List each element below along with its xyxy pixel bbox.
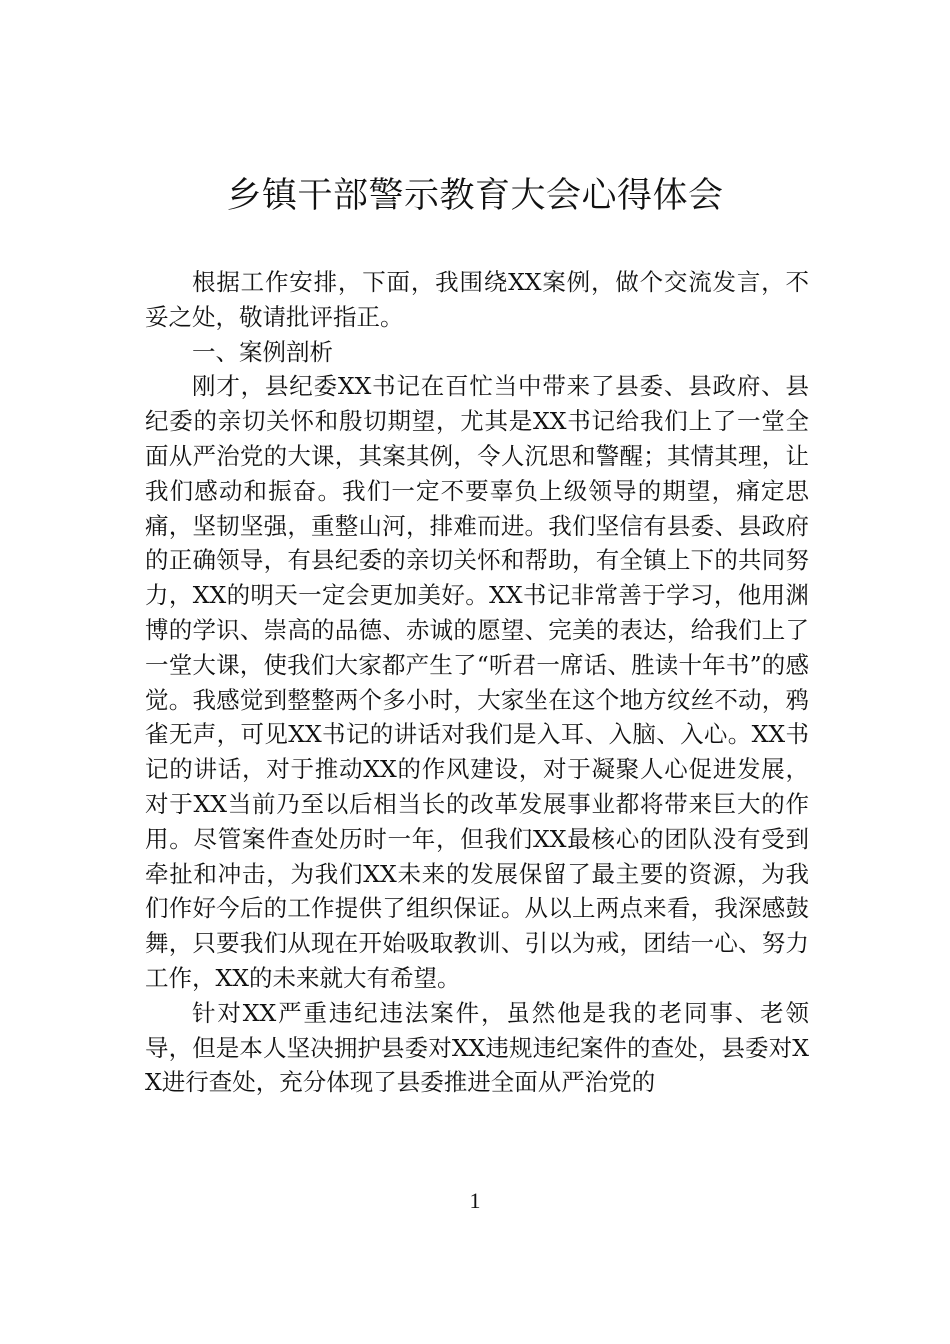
paragraph-case-analysis: 刚才，县纪委XX书记在百忙当中带来了县委、县政府、县纪委的亲切关怀和殷切期望，尤其是XX书记给我们上了一堂全面从严治党的大课，其案其例，令人沉思和警醒；其情其理，让我们感动和振奋。我们一定不要辜负上级领导的期望，痛定思痛，坚韧坚强，重整山河，排难而进。我们坚信有县委、县政府的正确领导，有县纪委的亲切关怀和帮助，有全镇上下的共同努力，XX的明天一定会更加美好。XX书记非常善于学习，他用渊博的学识、崇高的品德、赤诚的愿望、完美的表达，给我们上了一堂大课，使我们大家都产生了“听君一席话、胜读十年书”的感觉。我感觉到整整两个多小时，大家坐在这个地方纹丝不动，鸦雀无声，可见XX书记的讲话对我们是入耳、入脑、入心。XX书记的讲话，对于推动XX的作风建设，对于凝聚人心促进发展，对于XX当前乃至以后相当长的改革发展事业都将带来巨大的作用。尽管案件查处历时一年，但我们XX最核心的团队没有受到牵扯和冲击，为我们XX未来的发展保留了最主要的资源，为我们作好今后的工作提供了组织保证。从以上两点来看，我深感鼓舞，只要我们从现在开始吸取教训、引以为戒，团结一心、努力工作，XX的未来就大有希望。: [145, 372, 809, 992]
document-title: 乡镇干部警示教育大会心得体会: [226, 176, 724, 216]
paragraph-case-position: 针对XX严重违纪违法案件，虽然他是我的老同事、老领导，但是本人坚决拥护县委对XX违规违纪案件的查处，县委对XX进行查处，充分体现了县委推进全面从严治党的: [145, 998, 809, 1097]
section-heading-case-analysis: 一、案例剖析: [192, 337, 333, 366]
page-number: 1: [469, 1188, 481, 1213]
document-body: [145, 265, 809, 1100]
paragraph-intro: 根据工作安排，下面，我围绕XX案例，做个交流发言，不妥之处，敬请批评指正。: [145, 268, 809, 331]
